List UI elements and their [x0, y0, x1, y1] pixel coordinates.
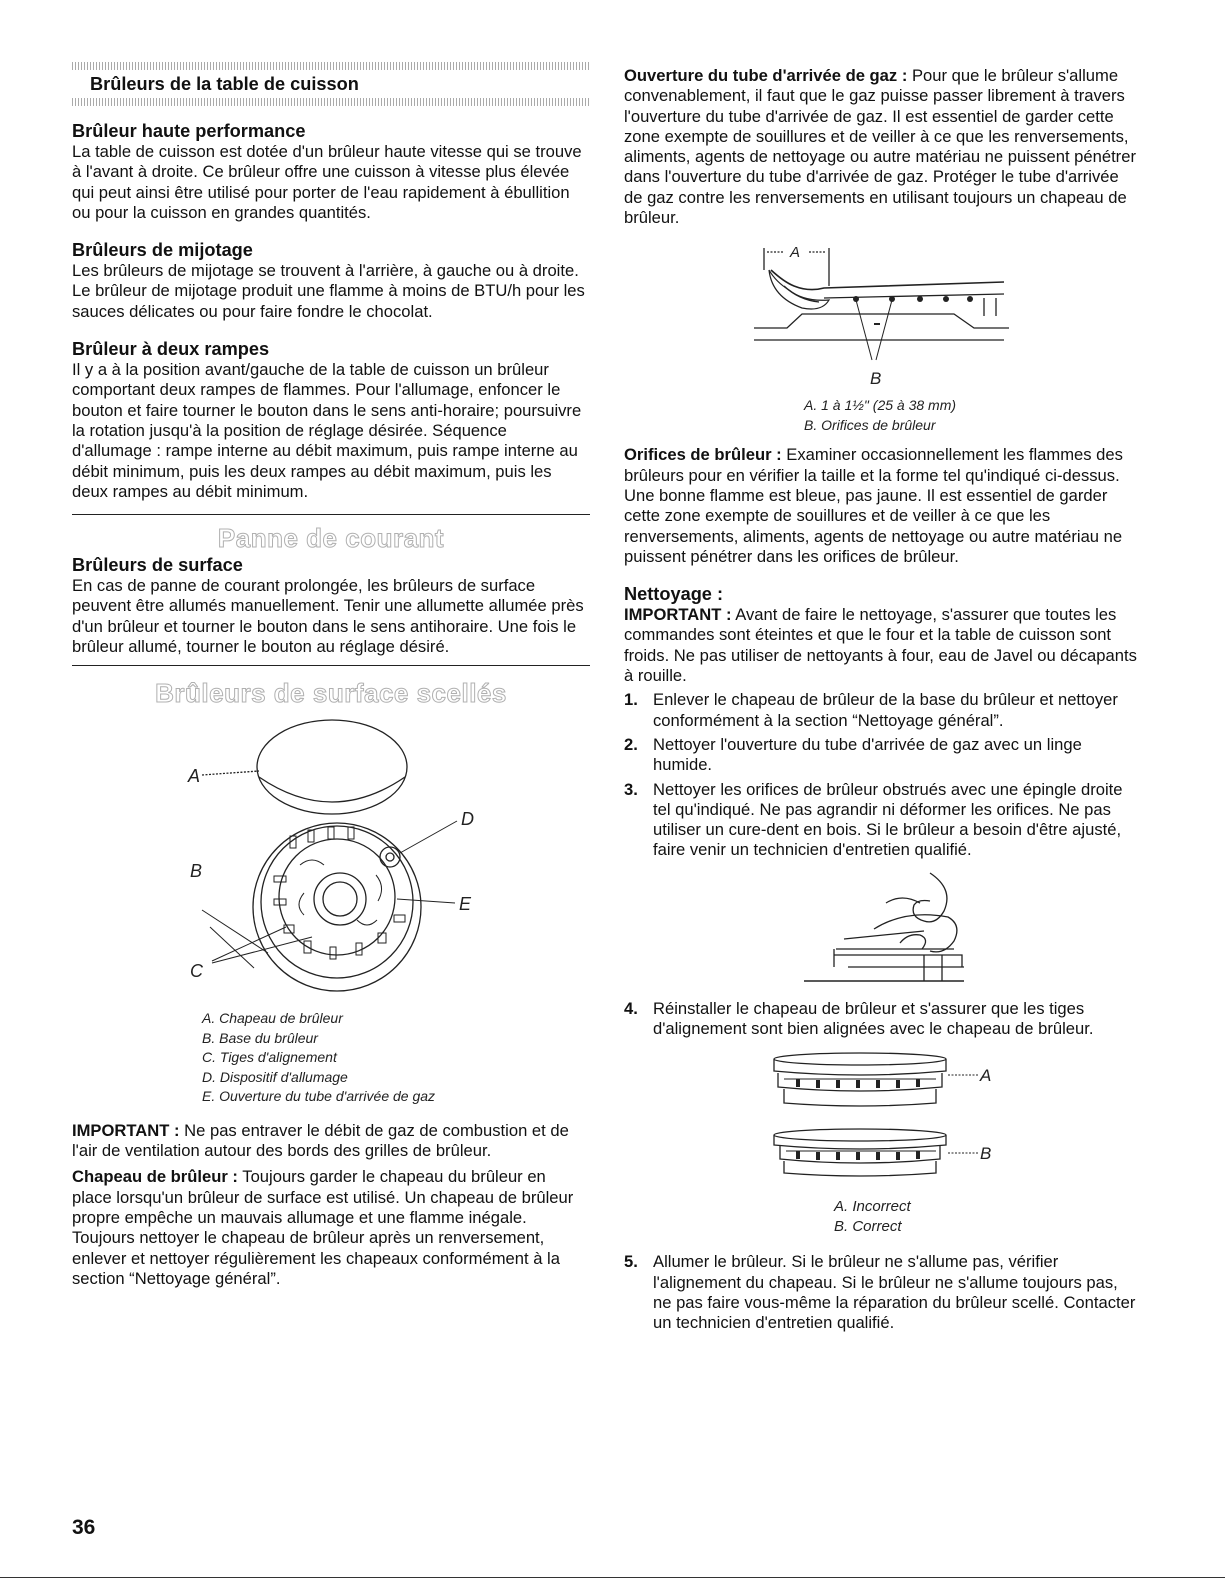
fig1-caption — [804, 396, 1140, 435]
section-title-hatch-top — [72, 62, 590, 70]
label-b: B — [980, 1144, 992, 1164]
cap-paragraph — [72, 1167, 590, 1289]
cap-lead: Chapeau de brûleur : — [72, 1167, 238, 1187]
step-number: 5. — [624, 1252, 638, 1272]
pin-cleaning-figure — [624, 869, 1140, 993]
label-a: A — [790, 244, 801, 262]
cleaning-heading: Nettoyage : — [624, 584, 724, 605]
cleaning-steps-final — [624, 1252, 1140, 1333]
important-lead: IMPORTANT : — [72, 1120, 180, 1140]
simmer-text: Les brûleurs de mijotage se trouvent à l'arrière, à gauche ou à droite. Le brûleur de mijotage produit une flamme à moins de BTU/h pour les sauces délicates ou pour faire fondre le chocolat. — [72, 261, 585, 321]
caption-line: B. Orifices de brûleur — [804, 416, 936, 433]
step-number: 3. — [624, 779, 638, 799]
simmer-heading: Brûleurs de mijotage — [72, 240, 253, 261]
power-banner: Panne de courant — [217, 523, 445, 554]
important-text: Ne pas entraver le débit de gaz de combustion et de l'air de ventilation autour des bords des grilles de brûleur. — [72, 1120, 569, 1161]
cleaning-steps-continued — [624, 999, 1140, 1040]
step-item — [624, 999, 1140, 1040]
section-title: Brûleurs de la table de cuisson — [90, 74, 359, 94]
cap-alignment-figure — [624, 1045, 1140, 1195]
caption-line: A. 1 à 1½" (25 à 38 mm) — [804, 397, 957, 414]
fig3-caption — [834, 1197, 1140, 1236]
label-e: E — [459, 894, 472, 915]
caption-line: B. Correct — [834, 1217, 902, 1235]
important-paragraph — [72, 1121, 590, 1162]
step-item — [624, 735, 1140, 776]
cleaning-important-lead: IMPORTANT : — [624, 605, 732, 625]
label-c: C — [190, 961, 203, 982]
cap-text: Toujours garder le chapeau du brûleur en place lorsqu'un brûleur de surface est utilisé. Un chapeau de brûleur propre empêche un mauvais allumage et une flamme inégale. Toujours nettoyer le chapeau de brûleur après un renversement, enlever et nettoyer régulièrement les chapeaux conformément à la section “Nettoyage général”. — [72, 1167, 574, 1288]
bottom-border — [0, 1577, 1225, 1578]
gas-tube-figure — [624, 242, 1140, 390]
step-item — [624, 690, 1140, 731]
high-perf-text: La table de cuisson est dotée d'un brûleur haute vitesse qui se trouve à l'avant à droite. Ce brûleur offre une cuisson à vitesse plus élevée qui peut ainsi être utilisé pour porter de l'eau rapidement à ébullition ou pour la cuisson en grandes quantités. — [72, 142, 582, 222]
step-text: Nettoyer l'ouverture du tube d'arrivée de gaz avec un linge humide. — [653, 734, 1082, 775]
step-text: Nettoyer les orifices de brûleur obstrués avec une épingle droite tel qu'indiqué. Ne pas agrandir ni déformer les orifices. Ne pas utiliser un cure-dent en bois. Si le brûleur a besoin d'être ajusté, faire venir un technicien d'entretien qualifié. — [653, 779, 1123, 860]
dual-heading: Brûleur à deux rampes — [72, 339, 270, 360]
tube-lead: Ouverture du tube d'arrivée de gaz : — [624, 66, 908, 85]
igniter-shape — [380, 847, 400, 867]
step-text: Allumer le brûleur. Si le brûleur ne s'allume pas, vérifier l'alignement du chapeau. Si le brûleur ne s'allume toujours pas, ne pas faire vous-même la réparation du brûleur scellé. Contacter un technicien d'entretien qualifié. — [653, 1252, 1136, 1333]
label-d: D — [461, 809, 474, 830]
step-number: 4. — [624, 998, 638, 1018]
cleaning-important-text: Avant de faire le nettoyage, s'assurer que toutes les commandes sont éteintes et que le four et la table de cuisson sont froids. Ne pas utiliser de nettoyants à four, eau de Javel ou décapants à rouille. — [624, 605, 1137, 686]
caption-line: A. Chapeau de brûleur — [202, 1010, 343, 1027]
burner-cap-shape — [257, 720, 407, 814]
page-number: 36 — [72, 1516, 96, 1539]
sealed-banner: Brûleurs de surface scellés — [155, 678, 507, 709]
step-text: Enlever le chapeau de brûleur de la base du brûleur et nettoyer conformément à la section “Nettoyage général”. — [653, 690, 1118, 730]
caption-line: B. Base du brûleur — [202, 1029, 318, 1046]
label-b: B — [190, 861, 203, 882]
divider — [72, 665, 590, 666]
caption-line: E. Ouverture du tube d'arrivée de gaz — [202, 1088, 436, 1105]
orifice-text: Examiner occasionnellement les flammes des brûleurs pour en vérifier la taille et la forme tel qu'indiqué ci-dessus. Une bonne flamme est bleue, pas jaune. Il est essentiel de garder cette zone exempte de souillures et de veiller à ce que les renversements, aliments, agents de nettoyage ou autre matériau ne puissent pénétrer dans les orifices de brûleur. — [624, 445, 1123, 566]
orifice-paragraph — [624, 445, 1140, 567]
step-item — [624, 780, 1140, 861]
orifice-lead: Orifices de brûleur : — [624, 445, 782, 465]
section-title-hatch-bottom — [72, 98, 590, 106]
figure-caption — [202, 1009, 590, 1107]
label-a: A — [188, 766, 201, 787]
label-b: B — [870, 369, 882, 389]
left-column — [72, 62, 590, 1289]
surface-heading: Brûleurs de surface — [72, 555, 243, 576]
cleaning-important — [624, 605, 1140, 686]
sealed-burner-figure — [72, 715, 590, 1005]
cleaning-steps — [624, 690, 1140, 860]
caption-line: D. Dispositif d'allumage — [202, 1068, 348, 1085]
caption-line: C. Tiges d'alignement — [202, 1049, 337, 1066]
divider — [72, 514, 590, 515]
step-item — [624, 1252, 1140, 1333]
dual-text: Il y a à la position avant/gauche de la table de cuisson un brûleur comportant deux rampes de flammes. Pour l'allumage, enfoncer le bouton et faire tourner le bouton dans le sens anti-horaire; poursuivre la rotation jusqu'à la position de réglage désirée. Séquence d'allumage : rampe interne au débit maximum, puis rampe interne au débit minimum, puis les deux rampes au débit maximum, puis les deux rampes au débit minimum. — [72, 360, 582, 501]
step-number: 1. — [624, 690, 638, 710]
right-column — [624, 66, 1140, 1334]
label-a: A — [980, 1066, 992, 1086]
tube-text: Pour que le brûleur s'allume convenablement, il faut que le gaz puisse passer librement à travers l'ouverture du tube d'arrivée de gaz. Il est essentiel de garder cette zone exempte de souillures et de veiller à ce que les renversements, aliments, agents de nettoyage ou autre matériau ne puissent pénétrer dans l'ouverture du tube d'arrivée de gaz. Protéger le tube d'arrivée de gaz contre les renversements en utilisant toujours un chapeau de brûleur. — [624, 66, 1136, 228]
high-perf-heading: Brûleur haute performance — [72, 121, 306, 141]
step-number: 2. — [624, 734, 638, 754]
step-text: Réinstaller le chapeau de brûleur et s'assurer que les tiges d'alignement sont bien alignées avec le chapeau de brûleur. — [653, 998, 1094, 1039]
caption-line: A. Incorrect — [834, 1198, 911, 1216]
surface-text: En cas de panne de courant prolongée, les brûleurs de surface peuvent être allumés manuellement. Tenir une allumette allumée près d'un brûleur et tourner le bouton dans le sens antihoraire. Une fois le brûleur allumé, tourner le bouton au réglage désiré. — [72, 576, 584, 657]
tube-paragraph — [624, 66, 1140, 228]
